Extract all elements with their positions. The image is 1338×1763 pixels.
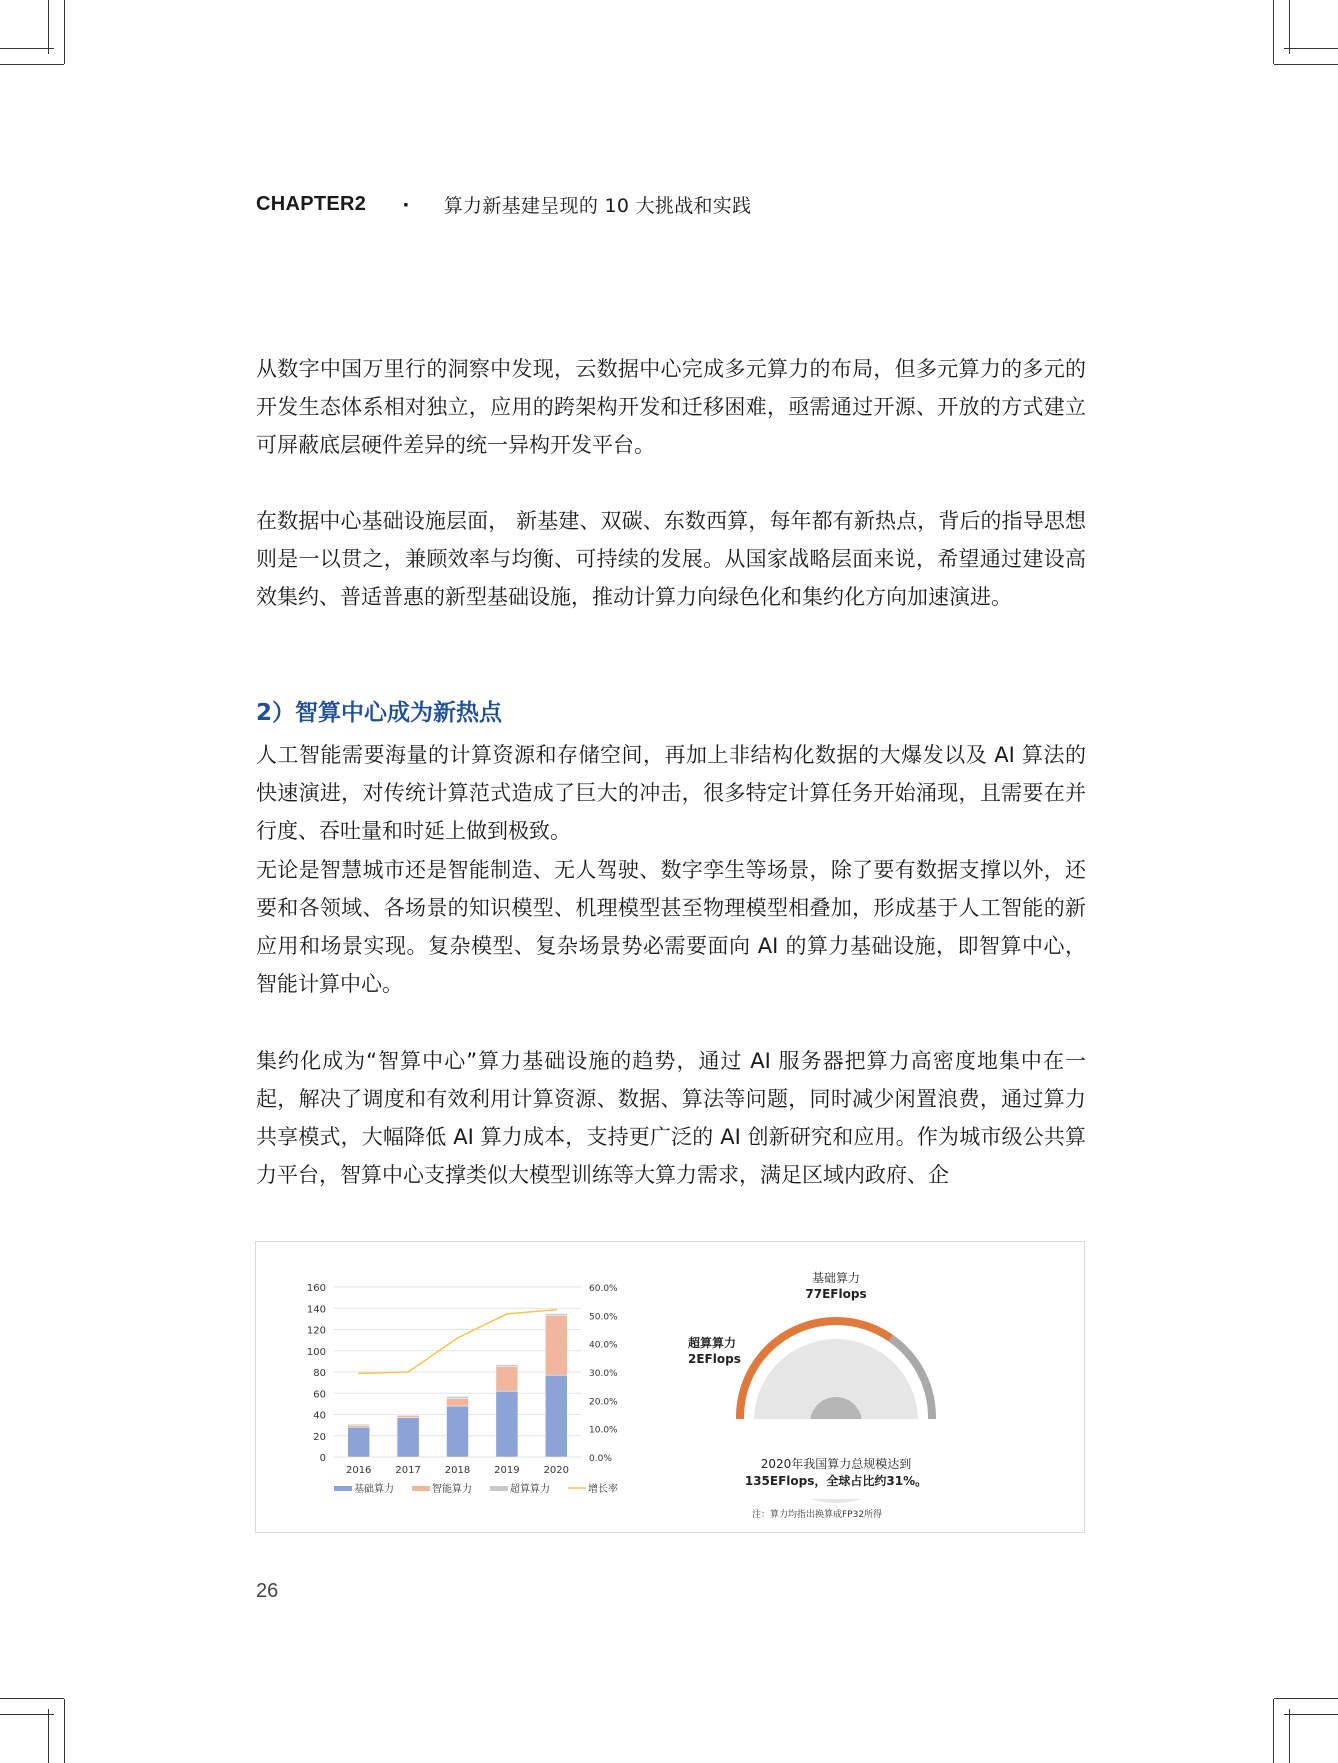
paragraph-3: 人工智能需要海量的计算资源和存储空间，再加上非结构化数据的大爆发以及 AI 算法的快速演进，对传统计算范式造成了巨大的冲击，很多特定计算任务开始涌现，且需要在并行度、吞吐量和时延上做到极致。 xyxy=(256,743,1086,843)
bar-segment xyxy=(397,1415,419,1416)
growth-rate-line xyxy=(359,1310,557,1374)
y2-tick-label: 20.0% xyxy=(589,1397,618,1408)
bar-segment xyxy=(496,1391,518,1457)
y2-tick-label: 60.0% xyxy=(589,1284,618,1294)
bar-segment xyxy=(545,1316,567,1376)
x-tick-label: 2016 xyxy=(345,1465,372,1476)
x-tick-label: 2017 xyxy=(395,1465,421,1476)
y-tick-label: 120 xyxy=(306,1325,326,1337)
bar-line-chart xyxy=(256,1242,676,1532)
running-header xyxy=(256,191,751,218)
y-tick-label: 20 xyxy=(313,1431,326,1443)
y2-tick-label: 0.0% xyxy=(589,1454,612,1464)
growth-rate-point xyxy=(556,1309,558,1311)
bar-segment xyxy=(496,1367,518,1391)
y2-tick-label: 40.0% xyxy=(589,1340,618,1351)
legend-label: 智能算力 xyxy=(432,1484,472,1495)
chart-note: 注：算力均指出换算成FP32所得 xyxy=(752,1510,883,1520)
bar-segment xyxy=(348,1427,370,1457)
y2-tick-label: 10.0% xyxy=(589,1425,618,1436)
header-separator: · xyxy=(402,193,410,216)
bar-segment xyxy=(348,1424,370,1425)
growth-rate-point xyxy=(506,1313,508,1315)
legend-label: 增长率 xyxy=(588,1484,618,1495)
legend-swatch xyxy=(412,1486,430,1491)
bar-segment xyxy=(447,1399,469,1406)
chart-annotation-line2: 135EFlops，全球占比约31%。 xyxy=(744,1474,928,1488)
y-tick-label: 0 xyxy=(319,1453,326,1464)
y-tick-label: 40 xyxy=(313,1410,326,1422)
bar-segment xyxy=(397,1418,419,1457)
bar-segment xyxy=(447,1406,469,1457)
y2-tick-label: 50.0% xyxy=(589,1312,618,1323)
chapter-title: 算力新基建呈现的 10 大挑战和实践 xyxy=(443,195,752,217)
legend-label: 基础算力 xyxy=(354,1484,394,1495)
y-tick-label: 100 xyxy=(306,1346,326,1358)
section-heading: 2）智算中心成为新热点 xyxy=(256,700,503,726)
pie-chart xyxy=(676,1242,1084,1532)
x-tick-label: 2019 xyxy=(494,1465,520,1476)
slice-value-super: 2EFlops xyxy=(688,1352,741,1366)
paragraph-2: 在数据中心基础设施层面， 新基建、双碳、东数西算，每年都有新热点，背后的指导思想则是一以贯之，兼顾效率与均衡、可持续的发展。从国家战略层面来说，希望通过建设高效集约、普适普惠的新型基础设施，推动计算力向绿色化和集约化方向加速演进。 xyxy=(256,509,1086,609)
slice-value-basic: 77EFlops xyxy=(805,1287,867,1301)
page-number: 26 xyxy=(256,1580,279,1602)
bar-segment xyxy=(447,1396,469,1398)
growth-rate-point xyxy=(358,1373,360,1375)
chapter-label: CHAPTER2 xyxy=(256,193,367,215)
bar-segment xyxy=(397,1416,419,1418)
slice-label-super: 超算算力 xyxy=(688,1336,737,1350)
bar-segment xyxy=(496,1365,518,1367)
x-tick-label: 2020 xyxy=(543,1465,570,1476)
y-tick-label: 80 xyxy=(313,1368,326,1379)
bar-segment xyxy=(348,1425,370,1427)
chart-annotation-line1: 2020年我国算力总规模达到 xyxy=(760,1457,912,1471)
slice-label-basic: 基础算力 xyxy=(811,1271,861,1285)
x-tick-label: 2018 xyxy=(444,1465,471,1476)
y-tick-label: 140 xyxy=(306,1304,326,1316)
y-tick-label: 60 xyxy=(313,1389,326,1401)
legend-swatch xyxy=(334,1486,352,1491)
paragraph-4: 无论是智慧城市还是智能制造、无人驾驶、数字孪生等场景，除了要有数据支撑以外，还要和各领域、各场景的知识模型、机理模型甚至物理模型相叠加，形成基于人工智能的新应用和场景实现。复杂模型、复杂场景势必需要面向 AI 的算力基础设施，即智算中心，智能计算中心。 xyxy=(256,858,1086,996)
growth-rate-point xyxy=(407,1371,409,1373)
growth-rate-point xyxy=(457,1337,459,1339)
legend-swatch xyxy=(490,1486,508,1491)
bar-segment xyxy=(545,1314,567,1316)
y-tick-label: 160 xyxy=(306,1283,326,1294)
bar-segment xyxy=(545,1375,567,1457)
paragraph-1: 从数字中国万里行的洞察中发现，云数据中心完成多元算力的布局，但多元算力的多元的开发生态体系相对独立，应用的跨架构开发和迁移困难，亟需通过开源、开放的方式建立可屏蔽底层硬件差异的统一异构开发平台。 xyxy=(256,357,1086,457)
figure-panel xyxy=(255,1241,1085,1533)
legend-label: 超算算力 xyxy=(510,1484,550,1495)
y2-tick-label: 30.0% xyxy=(589,1369,618,1379)
paragraph-5: 集约化成为“智算中心”算力基础设施的趋势，通过 AI 服务器把算力高密度地集中在一起，解决了调度和有效利用计算资源、数据、算法等问题，同时减少闲置浪费，通过算力共享模式，大幅降低 AI 算力成本，支持更广泛的 AI 创新研究和应用。作为城市级公共算力平台，智算中心支撑类似大模型训练等大算力需求，满足区域内政府、企 xyxy=(256,1049,1086,1187)
